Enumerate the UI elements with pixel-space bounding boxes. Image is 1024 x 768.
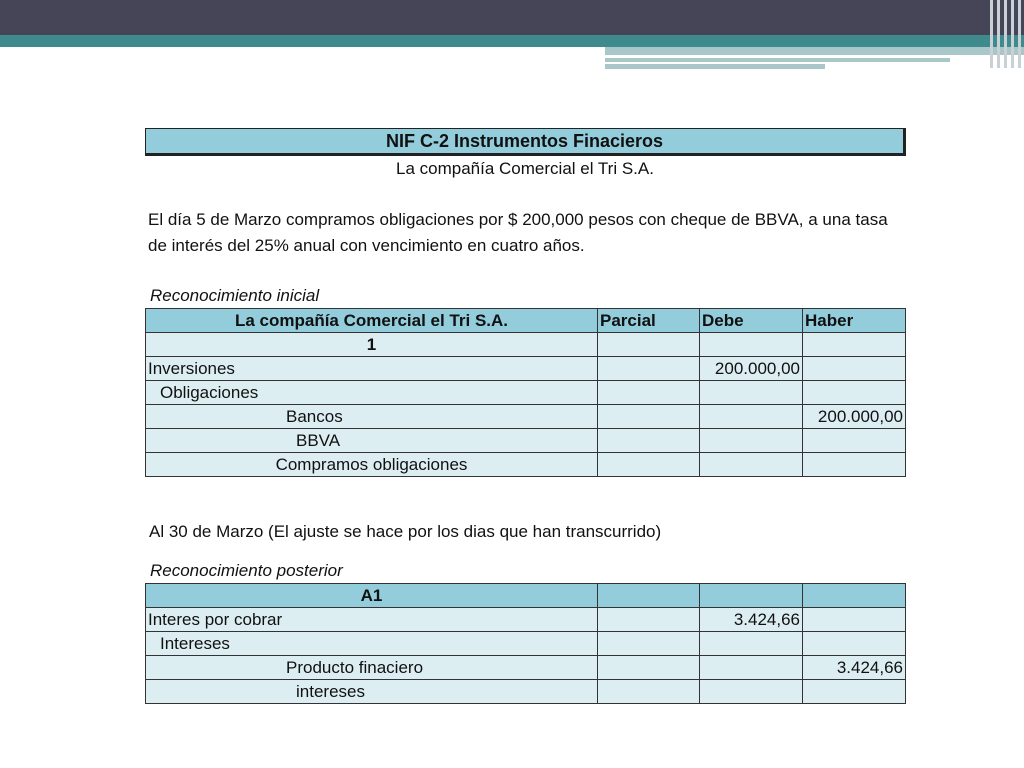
haber-cell: 3.424,66 xyxy=(803,656,906,680)
ledger-table-initial xyxy=(145,308,906,477)
concept-cell: Bancos xyxy=(146,405,598,429)
concept-cell: intereses xyxy=(146,680,598,704)
haber-cell: 200.000,00 xyxy=(803,405,906,429)
debe-cell xyxy=(700,680,803,704)
table-row xyxy=(146,680,906,704)
column-header-concept: La compañía Comercial el Tri S.A. xyxy=(146,309,598,333)
parcial-cell xyxy=(598,656,700,680)
table-row xyxy=(146,608,906,632)
haber-cell xyxy=(803,680,906,704)
company-subtitle: La compañía Comercial el Tri S.A. xyxy=(396,159,654,178)
table-row xyxy=(146,429,906,453)
debe-cell xyxy=(700,632,803,656)
adjustment-note: Al 30 de Marzo (El ajuste se hace por los dias que han transcurrido) xyxy=(149,522,662,541)
parcial-cell xyxy=(598,680,700,704)
parcial-cell xyxy=(598,429,700,453)
table-header-row xyxy=(146,309,906,333)
document-title: NIF C-2 Instrumentos Finacieros xyxy=(145,128,906,156)
table-row xyxy=(146,453,906,477)
haber-cell xyxy=(803,632,906,656)
column-header-haber: Haber xyxy=(803,309,906,333)
section-label-initial: Reconocimiento inicial xyxy=(150,286,320,305)
parcial-cell xyxy=(598,608,700,632)
debe-cell xyxy=(700,656,803,680)
column-header-parcial: Parcial xyxy=(598,309,700,333)
concept-cell: Intereses xyxy=(146,632,598,656)
table-row xyxy=(146,405,906,429)
intro-paragraph: El día 5 de Marzo compramos obligaciones por $ 200,000 pesos con cheque de BBVA, a una tasa de interés del 25% anual con vencimiento en cuatro años. xyxy=(148,210,888,255)
debe-cell xyxy=(700,429,803,453)
debe-cell: 200.000,00 xyxy=(700,357,803,381)
table-row xyxy=(146,381,906,405)
top-banner-teal xyxy=(0,35,1024,47)
table-row xyxy=(146,656,906,680)
parcial-cell xyxy=(598,381,700,405)
entry-number: 1 xyxy=(146,333,598,357)
haber-cell xyxy=(803,608,906,632)
haber-cell xyxy=(803,357,906,381)
parcial-cell xyxy=(598,632,700,656)
banner-stripes xyxy=(988,0,1024,68)
haber-cell xyxy=(803,429,906,453)
haber-cell xyxy=(803,381,906,405)
parcial-cell xyxy=(598,405,700,429)
concept-cell: BBVA xyxy=(146,429,598,453)
haber-cell xyxy=(803,453,906,477)
debe-cell: 3.424,66 xyxy=(700,608,803,632)
concept-cell: Producto finaciero xyxy=(146,656,598,680)
debe-cell xyxy=(700,381,803,405)
parcial-cell xyxy=(598,453,700,477)
banner-accent-line xyxy=(605,64,825,69)
table-row xyxy=(146,632,906,656)
parcial-cell xyxy=(598,357,700,381)
table-row xyxy=(146,333,906,357)
concept-cell: Interes por cobrar xyxy=(146,608,598,632)
debe-cell xyxy=(700,405,803,429)
top-banner-dark xyxy=(0,0,1024,35)
ledger-table-subsequent xyxy=(145,583,906,704)
banner-accent-line xyxy=(605,47,1024,55)
concept-cell: Obligaciones xyxy=(146,381,598,405)
concept-cell: Inversiones xyxy=(146,357,598,381)
debe-cell xyxy=(700,453,803,477)
table-row xyxy=(146,357,906,381)
table-header-row xyxy=(146,584,906,608)
column-header-debe: Debe xyxy=(700,309,803,333)
section-label-subsequent: Reconocimiento posterior xyxy=(150,561,343,580)
banner-accent-line xyxy=(605,58,950,62)
concept-cell: Compramos obligaciones xyxy=(146,453,598,477)
entry-number: A1 xyxy=(146,584,598,608)
